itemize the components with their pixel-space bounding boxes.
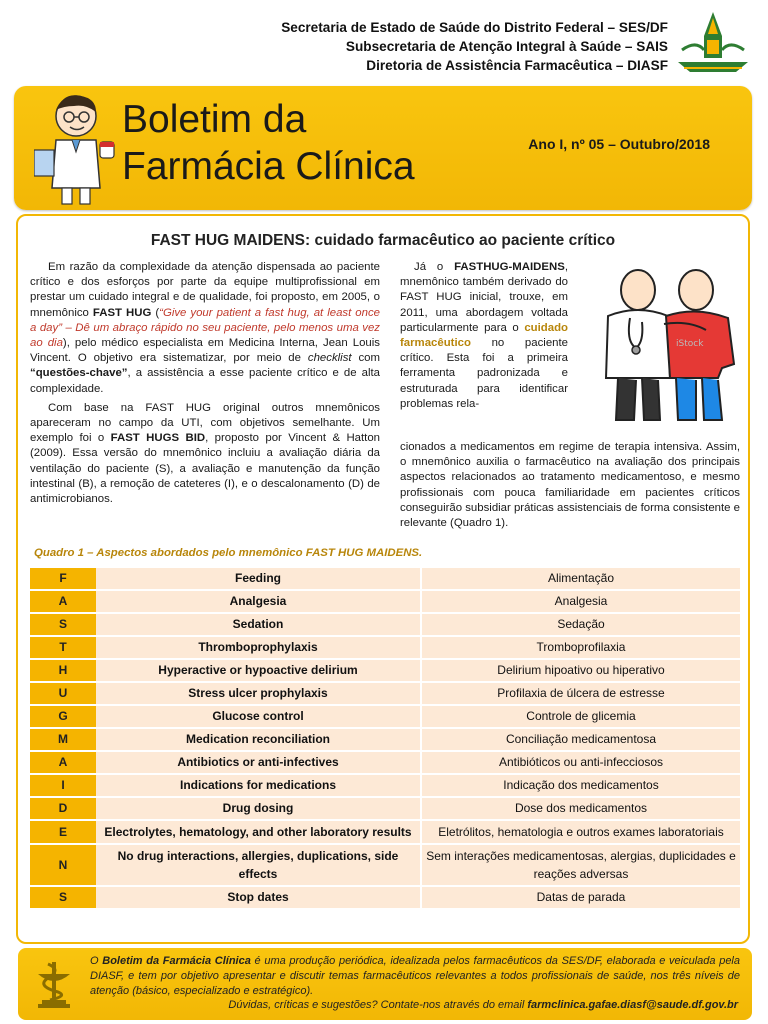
mnemonic-letter: M — [30, 729, 96, 750]
aspect-portuguese: Sedação — [420, 614, 740, 635]
text-run: O — [90, 955, 103, 967]
paragraph-1 — [30, 260, 380, 397]
aspect-portuguese: Sem interações medicamentosas, alergias, duplicidades e reações adversas — [420, 845, 740, 885]
text-run: , proposto por Vincent & Hatton (2009). Essa versão do mnemônico incluiu a avaliação diária da ventilação do paciente (S), a avaliação e manutenção da função intestinal (B), a remoção de cateteres (I), e o descalonamento (D) de antimicrobianos. — [30, 432, 381, 506]
headline-rest: cuidado farmacêutico ao paciente crítico — [310, 232, 616, 249]
mnemonic-letter: A — [30, 752, 96, 773]
text-run: é uma produção periódica, idealizada pelos farmacêuticos da SES/DF, elaborada e veiculada pela DIASF, e tem por objetivo apresentar e discutir temas farmacêuticos relevantes a todos profissionais de saúde, nos três níveis de atenção (básico, especializado e estratégico). — [90, 955, 740, 998]
bulletin-title-line-2: Farmácia Clínica — [122, 145, 415, 188]
footer-bulletin-name: Boletim da Farmácia Clínica — [102, 955, 251, 967]
aspect-portuguese: Indicação dos medicamentos — [420, 775, 740, 796]
text-run: ( — [151, 306, 160, 319]
institution-lines — [281, 18, 668, 75]
text-run: Em razão da complexidade da atenção dispensada ao paciente crítico e dos esforços por parte da equipe multiprofissional em prestar um cuidado integral e de qualidade, foi proposto, em 2005, o mnemônico — [30, 261, 380, 319]
table-row — [30, 568, 740, 589]
mnemonic-letter: S — [30, 887, 96, 908]
doctor-and-patient-illustration — [578, 268, 748, 428]
footer-description — [90, 954, 740, 1000]
mnemonic-letter: D — [30, 798, 96, 819]
table-row — [30, 729, 740, 750]
aspect-english: Thromboprophylaxis — [96, 637, 420, 658]
text-run: , a assistência a esse paciente crítico e de alta complexidade. — [30, 367, 380, 395]
aspect-english: Indications for medications — [96, 775, 420, 796]
aspect-english: Drug dosing — [96, 798, 420, 819]
term-pharmaceutical-care: cuidado farmacêutico — [400, 321, 568, 350]
institution-line-1: Secretaria de Estado de Saúde do Distrito Federal – SES/DF — [281, 20, 668, 35]
aspect-portuguese: Antibióticos ou anti-infecciosos — [420, 752, 740, 773]
text-run: Já o — [414, 261, 455, 273]
mnemonic-letter: U — [30, 683, 96, 704]
aspect-portuguese: Controle de glicemia — [420, 706, 740, 727]
text-run: no paciente crítico. Esta foi a primeira ferramenta padronizada e estruturada para identificar problemas rela- — [400, 337, 568, 410]
table-row — [30, 660, 740, 681]
term-fast-hugs-bid: FAST HUGS BID — [110, 432, 206, 445]
footer-banner — [18, 948, 752, 1020]
table-row — [30, 752, 740, 773]
text-run: com — [351, 352, 380, 365]
article-card — [16, 214, 750, 944]
term-fast-hug: FAST HUG — [92, 306, 152, 319]
aspect-portuguese: Eletrólitos, hematologia e outros exames laboratoriais — [420, 821, 740, 843]
aspect-english: Sedation — [96, 614, 420, 635]
mnemonic-letter: S — [30, 614, 96, 635]
aspect-portuguese: Delirium hipoativo ou hiperativo — [420, 660, 740, 681]
table-row — [30, 887, 740, 908]
aspect-portuguese: Alimentação — [420, 568, 740, 589]
aspect-portuguese: Conciliação medicamentosa — [420, 729, 740, 750]
footer-contact — [228, 999, 738, 1011]
mnemonic-letter: F — [30, 568, 96, 589]
aspect-english: Antibiotics or anti-infectives — [96, 752, 420, 773]
mnemonic-table — [30, 566, 740, 910]
fast-hug-quote: “Give your patient a fast hug, at least once a day” – Dê um abraço rápido no seu paciente, pelo menos uma vez ao dia — [30, 306, 381, 350]
aspect-english: Feeding — [96, 568, 420, 589]
mnemonic-letter: G — [30, 706, 96, 727]
aspect-english: Medication reconciliation — [96, 729, 420, 750]
table-row — [30, 845, 740, 885]
paragraph-2 — [30, 401, 380, 507]
mnemonic-letter: I — [30, 775, 96, 796]
contact-email-link[interactable]: farmclinica.gafae.diasf@saude.df.gov.br — [527, 999, 738, 1011]
contact-prefix: Dúvidas, críticas e sugestões? Contate-nos através do email — [228, 999, 528, 1011]
headline-strong: FAST HUG MAIDENS: — [150, 232, 311, 249]
article-column-left — [30, 260, 380, 511]
aspect-portuguese: Dose dos medicamentos — [420, 798, 740, 819]
table-row — [30, 706, 740, 727]
aspect-portuguese: Profilaxia de úlcera de estresse — [420, 683, 740, 704]
table-caption: Quadro 1 – Aspectos abordados pelo mnemônico FAST HUG MAIDENS. — [34, 547, 423, 559]
aspect-english: Hyperactive or hypoactive delirium — [96, 660, 420, 681]
table-row — [30, 775, 740, 796]
term-fasthug-maidens: FASTHUG-MAIDENS — [454, 261, 565, 273]
table-row — [30, 591, 740, 612]
page-header — [0, 0, 768, 86]
article-headline — [18, 232, 748, 250]
mnemonic-letter: T — [30, 637, 96, 658]
institution-line-2: Subsecretaria de Atenção Integral à Saúde – SAIS — [345, 39, 668, 54]
illustration-watermark: iStock — [676, 339, 704, 349]
article-column-right-bottom: cionados a medicamentos em regime de terapia intensiva. Assim, o mnemônico auxilia o farmacêutico na avaliação dos principais aspectos relacionados ao tratamento medicamentoso, e mesmo profissionais com pouca familiaridade em pacientes críticos conseguirão subsidiar práticas assistenciais de forma consistente e relevante (Quadro 1). — [400, 441, 740, 530]
text-run: Com base na FAST HUG original outros mnemônicos apareceram no campo da UTI, com objetivos semelhante. Um exemplo foi o — [30, 401, 380, 445]
aspect-english: No drug interactions, allergies, duplications, side effects — [96, 845, 420, 885]
text-run: , mnemônico também derivado do FAST HUG inicial, trouxe, em 2011, uma abordagem voltada particularmente para o — [400, 261, 568, 334]
table-row — [30, 821, 740, 843]
bowl-of-hygieia-icon — [28, 956, 80, 1012]
df-coat-of-arms-icon — [676, 10, 750, 82]
article-column-right-top — [400, 260, 568, 412]
bulletin-title — [122, 96, 415, 190]
table-row — [30, 683, 740, 704]
aspect-portuguese: Tromboprofilaxia — [420, 637, 740, 658]
aspect-english: Glucose control — [96, 706, 420, 727]
bulletin-title-line-1: Boletim da — [122, 98, 307, 141]
mnemonic-letter: N — [30, 845, 96, 885]
mnemonic-letter: A — [30, 591, 96, 612]
institution-line-3: Diretoria de Assistência Farmacêutica – DIASF — [366, 58, 668, 73]
title-banner — [14, 86, 752, 210]
aspect-english: Analgesia — [96, 591, 420, 612]
aspect-english: Electrolytes, hematology, and other laboratory results — [96, 821, 420, 843]
aspect-english: Stop dates — [96, 887, 420, 908]
mnemonic-letter: H — [30, 660, 96, 681]
aspect-english: Stress ulcer prophylaxis — [96, 683, 420, 704]
pharmacist-mascot-icon — [34, 92, 124, 208]
aspect-portuguese: Analgesia — [420, 591, 740, 612]
table-row — [30, 614, 740, 635]
edition-info: Ano I, nº 05 – Outubro/2018 — [528, 136, 710, 152]
term-checklist: checklist — [307, 352, 352, 365]
term-key-questions: “questões-chave” — [30, 367, 128, 380]
table-row — [30, 637, 740, 658]
mnemonic-letter: E — [30, 821, 96, 843]
table-row — [30, 798, 740, 819]
aspect-portuguese: Datas de parada — [420, 887, 740, 908]
paragraph-3 — [400, 260, 568, 412]
text-run: ), pelo médico especialista em Medicina Interna, Jean Louis Vincent. O objetivo era sistematizar, por meio de — [30, 337, 380, 365]
